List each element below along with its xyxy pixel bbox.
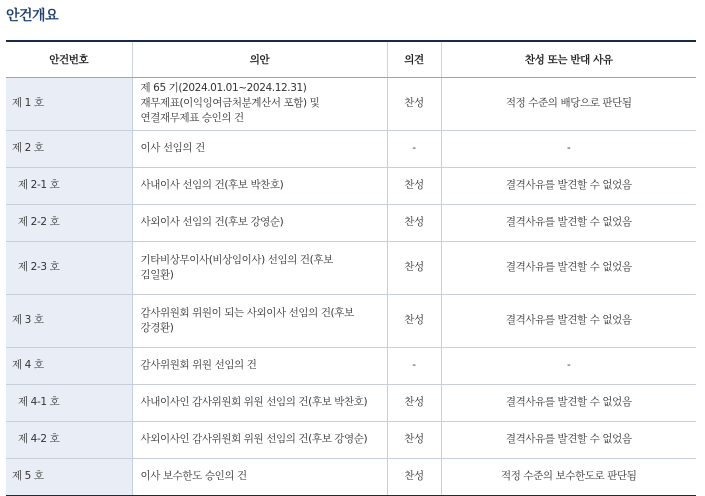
header-opinion: 의견 — [387, 41, 441, 77]
agenda-title — [132, 241, 387, 294]
agenda-title-line: 기타비상무이사(비상임이사) 선임의 건(후보 — [140, 253, 333, 266]
agenda-number: 제 5 호 — [6, 458, 132, 495]
opinion-cell: - — [387, 130, 441, 167]
agenda-title-line: 사내이사 선임의 건(후보 박찬호) — [140, 179, 284, 191]
agenda-title-line: 사외이사인 감사위원회 위원 선임의 건(후보 강영순) — [140, 433, 368, 445]
opinion-cell: 찬성 — [387, 167, 441, 204]
agenda-title — [132, 204, 387, 241]
agenda-title-line: 연결재무제표 승인의 건 — [140, 112, 244, 124]
table-row — [6, 241, 696, 294]
opinion-cell: 찬성 — [387, 204, 441, 241]
header-agenda: 의안 — [132, 41, 387, 77]
opinion-cell: 찬성 — [387, 458, 441, 495]
opinion-cell: 찬성 — [387, 294, 441, 347]
agenda-title — [132, 458, 387, 495]
reason-cell: 결격사유를 발견할 수 없었음 — [441, 421, 696, 458]
agenda-table — [6, 40, 696, 496]
agenda-title-line: 제 65 기(2024.01.01~2024.12.31) — [140, 82, 307, 94]
opinion-cell: 찬성 — [387, 241, 441, 294]
agenda-number: 제 2-2 호 — [6, 204, 132, 241]
agenda-title — [132, 167, 387, 204]
agenda-title-line: 김일환) — [140, 268, 174, 281]
reason-cell: 결격사유를 발견할 수 없었음 — [441, 241, 696, 294]
table-row — [6, 347, 696, 384]
table-row — [6, 384, 696, 421]
reason-cell: 결격사유를 발견할 수 없었음 — [441, 204, 696, 241]
agenda-number: 제 2 호 — [6, 130, 132, 167]
reason-cell: 적정 수준의 보수한도로 판단됨 — [441, 458, 696, 495]
reason-cell: 결격사유를 발견할 수 없었음 — [441, 167, 696, 204]
opinion-cell: 찬성 — [387, 384, 441, 421]
agenda-title-line: 이사 선임의 건 — [140, 142, 205, 154]
header-number: 안건번호 — [6, 41, 132, 77]
table-row — [6, 458, 696, 495]
table-header-row — [6, 41, 696, 77]
reason-cell: 결격사유를 발견할 수 없었음 — [441, 384, 696, 421]
agenda-title-line: 감사위원회 위원이 되는 사외이사 선임의 건(후보 — [140, 306, 354, 319]
agenda-number: 제 2-3 호 — [6, 241, 132, 294]
agenda-title — [132, 294, 387, 347]
table-row — [6, 294, 696, 347]
table-row — [6, 421, 696, 458]
table-row — [6, 167, 696, 204]
agenda-title — [132, 384, 387, 421]
agenda-number: 제 3 호 — [6, 294, 132, 347]
agenda-number: 제 4-1 호 — [6, 384, 132, 421]
agenda-title — [132, 421, 387, 458]
reason-cell: 적정 수준의 배당으로 판단됨 — [441, 77, 696, 130]
reason-cell: - — [441, 130, 696, 167]
agenda-title-line: 강경환) — [140, 321, 174, 334]
agenda-number: 제 1 호 — [6, 77, 132, 130]
header-reason: 찬성 또는 반대 사유 — [441, 41, 696, 77]
agenda-number: 제 2-1 호 — [6, 167, 132, 204]
agenda-title-line: 사내이사인 감사위원회 위원 선임의 건(후보 박찬호) — [140, 396, 368, 408]
opinion-cell: 찬성 — [387, 421, 441, 458]
agenda-number: 제 4 호 — [6, 347, 132, 384]
table-row — [6, 204, 696, 241]
opinion-cell: - — [387, 347, 441, 384]
table-row — [6, 77, 696, 130]
agenda-title — [132, 130, 387, 167]
agenda-title-line: 감사위원회 위원 선임의 건 — [140, 359, 257, 371]
reason-cell: - — [441, 347, 696, 384]
agenda-title-line: 이사 보수한도 승인의 건 — [140, 470, 247, 482]
opinion-cell: 찬성 — [387, 77, 441, 130]
reason-cell: 결격사유를 발견할 수 없었음 — [441, 294, 696, 347]
page-title: 안건개요 — [6, 8, 59, 24]
agenda-title — [132, 77, 387, 130]
table-row — [6, 130, 696, 167]
agenda-title — [132, 347, 387, 384]
agenda-title-line: 사외이사 선임의 건(후보 강영순) — [140, 216, 284, 228]
agenda-title-line: 재무제표(이익잉여금처분계산서 포함) 및 — [140, 97, 320, 109]
agenda-number: 제 4-2 호 — [6, 421, 132, 458]
